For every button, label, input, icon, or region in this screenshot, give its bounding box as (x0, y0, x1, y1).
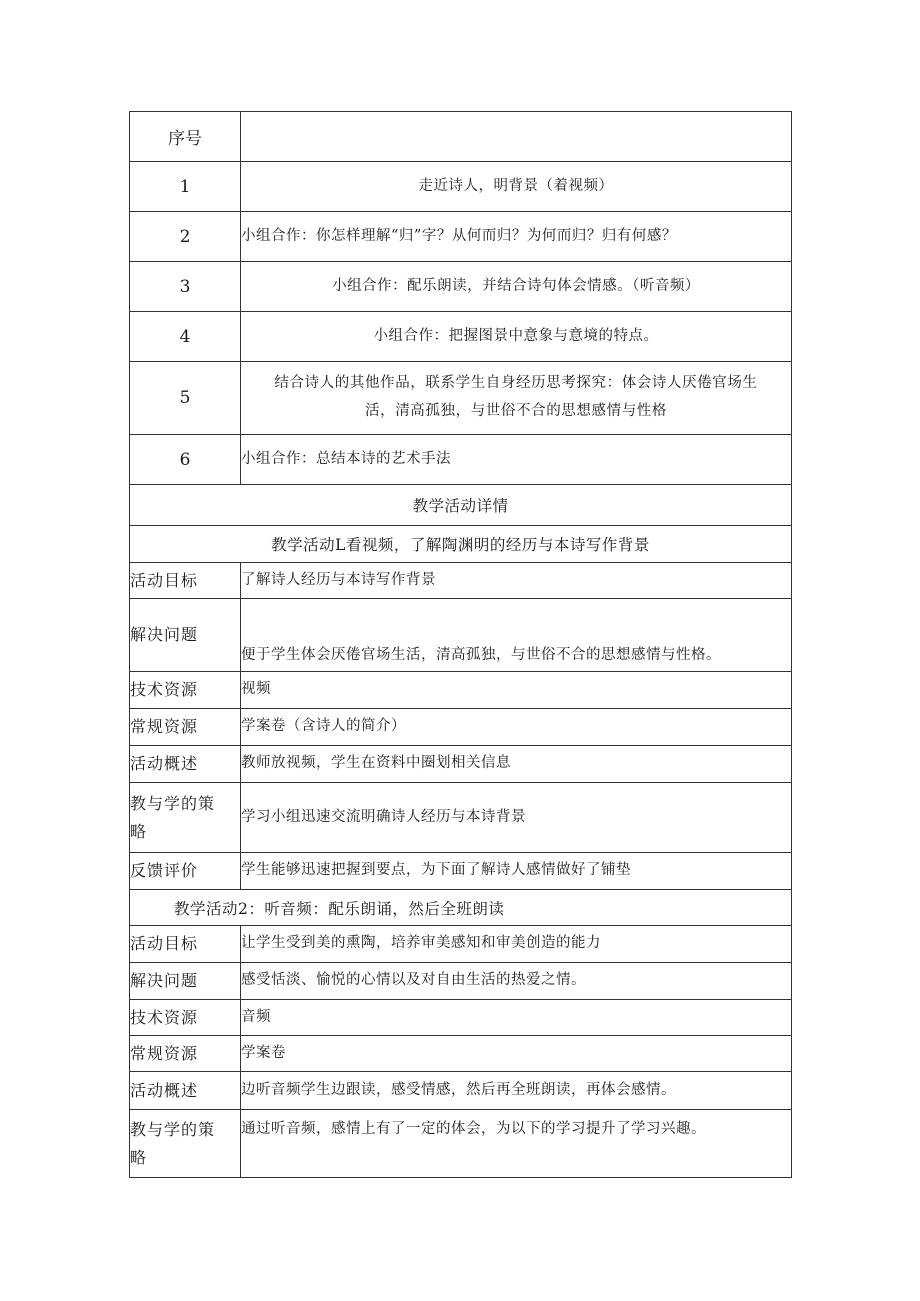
detail-label-line1: 教与学的策 (130, 793, 216, 813)
step-row (130, 435, 792, 485)
detail-value: 让学生受到美的熏陶，培养审美感知和审美创造的能力 (241, 926, 792, 963)
header-row (130, 112, 792, 162)
detail-value: 学习小组迅速交流明确诗人经历与本诗背景 (241, 783, 792, 853)
detail-row (130, 709, 792, 746)
detail-row (130, 783, 792, 853)
detail-label: 技术资源 (130, 1000, 241, 1036)
step-text: 小组合作：总结本诗的艺术手法 (241, 435, 792, 485)
detail-row (130, 963, 792, 1000)
header-seq-label: 序号 (130, 112, 241, 162)
detail-label: 常规资源 (130, 1036, 241, 1072)
detail-value: 音频 (241, 1000, 792, 1036)
detail-label: 反馈评价 (130, 853, 241, 890)
step-row (130, 262, 792, 312)
detail-label-line2: 略 (130, 1147, 148, 1167)
detail-row (130, 853, 792, 890)
detail-label: 常规资源 (130, 709, 241, 746)
detail-row (130, 1036, 792, 1072)
activity-title-row (130, 526, 792, 563)
step-row (130, 312, 792, 362)
detail-value: 了解诗人经历与本诗写作背景 (241, 563, 792, 599)
step-number: 2 (130, 212, 241, 262)
details-title: 教学活动详情 (130, 485, 792, 526)
detail-label: 技术资源 (130, 672, 241, 709)
detail-row (130, 746, 792, 783)
details-title-row (130, 485, 792, 526)
detail-row (130, 926, 792, 963)
step-text (241, 362, 792, 435)
header-blank-cell (241, 112, 792, 162)
detail-label (130, 783, 241, 853)
detail-value: 边听音频学生边跟读，感受情感，然后再全班朗读，再体会感情。 (241, 1072, 792, 1110)
step-number: 1 (130, 162, 241, 212)
step-text-line1: 结合诗人的其他作品，联系学生自身经历思考探究：体会诗人厌倦官场生 (274, 375, 758, 392)
step-number: 4 (130, 312, 241, 362)
detail-label: 活动概述 (130, 1072, 241, 1110)
step-text: 小组合作：配乐朗读，并结合诗句体会情感。（听音频） (241, 262, 792, 312)
activity1-title: 教学活动L看视频，了解陶渊明的经历与本诗写作背景 (130, 526, 792, 563)
detail-row (130, 1000, 792, 1036)
detail-row (130, 563, 792, 599)
step-text: 小组合作：把握图景中意象与意境的特点。 (241, 312, 792, 362)
activity-title-row (130, 890, 792, 926)
detail-value: 通过听音频，感情上有了一定的体会，为以下的学习提升了学习兴趣。 (241, 1110, 792, 1178)
detail-value: 教师放视频，学生在资料中圈划相关信息 (241, 746, 792, 783)
step-number: 5 (130, 362, 241, 435)
detail-value: 学生能够迅速把握到要点，为下面了解诗人感情做好了铺垫 (241, 853, 792, 890)
detail-value: 便于学生体会厌倦官场生活，清高孤独，与世俗不合的思想感情与性格。 (241, 599, 792, 672)
detail-value: 视频 (241, 672, 792, 709)
step-row (130, 362, 792, 435)
step-text-line2: 活，清高孤独，与世俗不合的思想感情与性格 (365, 403, 667, 419)
detail-row (130, 1110, 792, 1178)
detail-row (130, 672, 792, 709)
step-row (130, 212, 792, 262)
detail-value: 学案卷（含诗人的简介） (241, 709, 792, 746)
detail-label: 活动概述 (130, 746, 241, 783)
step-text: 走近诗人，明背景（着视频） (241, 162, 792, 212)
step-number: 3 (130, 262, 241, 312)
detail-value: 学案卷 (241, 1036, 792, 1072)
detail-label: 活动目标 (130, 563, 241, 599)
detail-label: 活动目标 (130, 926, 241, 963)
detail-label (130, 1110, 241, 1178)
step-number: 6 (130, 435, 241, 485)
step-text: 小组合作：你怎样理解“归”字？从何而归？为何而归？归有何感？ (241, 212, 792, 262)
lesson-plan-table (129, 111, 792, 1178)
detail-row (130, 599, 792, 672)
detail-label-line2: 略 (130, 821, 148, 841)
detail-value: 感受恬淡、愉悦的心情以及对自由生活的热爱之情。 (241, 963, 792, 1000)
activity2-title: 教学活动2：听音频：配乐朗诵，然后全班朗读 (130, 890, 792, 926)
detail-label: 解决问题 (130, 963, 241, 1000)
step-row (130, 162, 792, 212)
detail-row (130, 1072, 792, 1110)
detail-label: 解决问题 (130, 599, 241, 672)
detail-label-line1: 教与学的策 (130, 1119, 216, 1139)
